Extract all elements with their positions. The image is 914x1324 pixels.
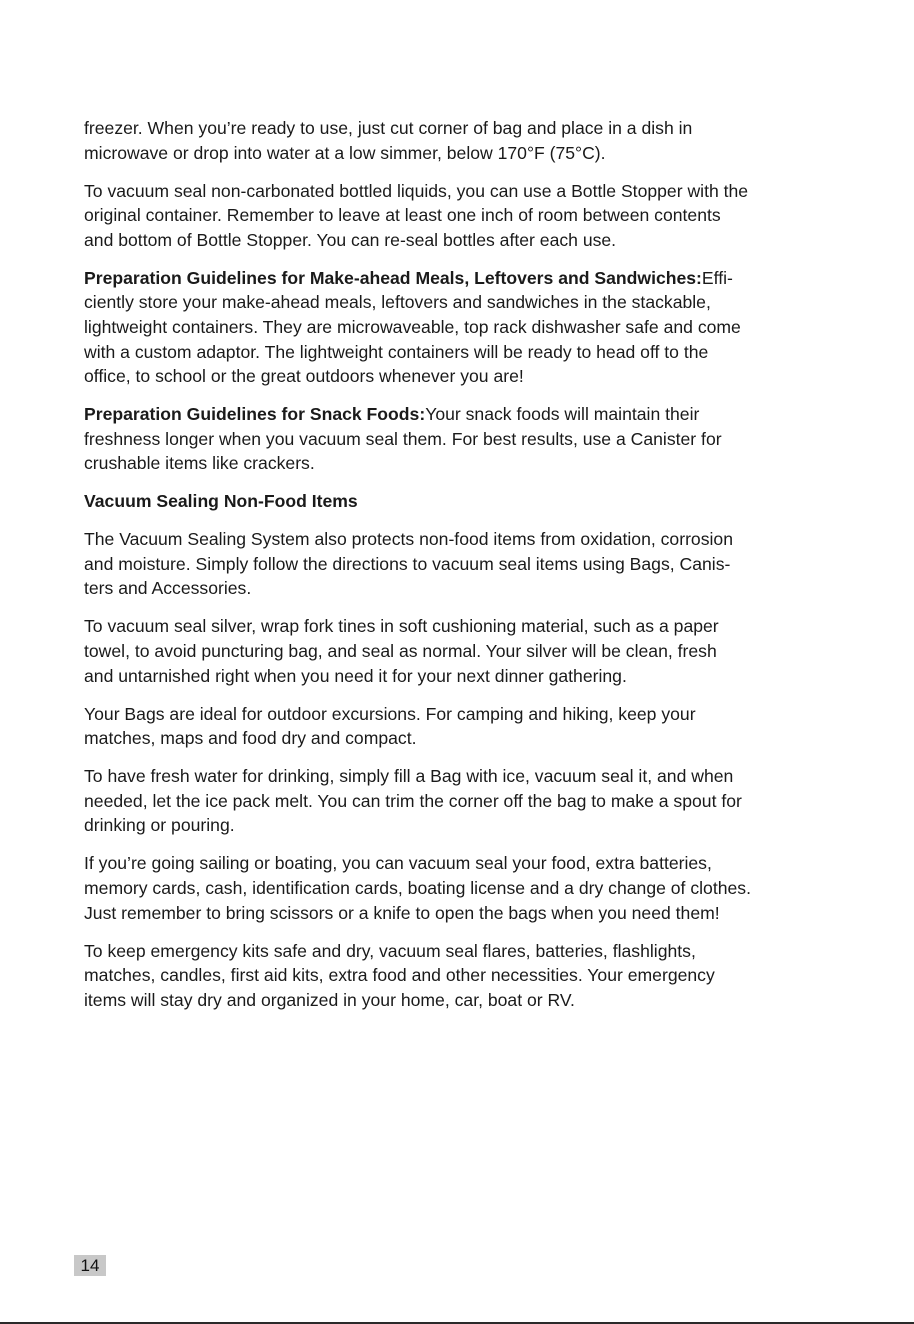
text-line: If you’re going sailing or boating, you can vacuum seal your food, extra batteries,: [84, 853, 712, 874]
paragraph-non-food-overview: [84, 527, 854, 601]
text-line: Your Bags are ideal for outdoor excursions. For camping and hiking, keep your: [84, 703, 696, 724]
text-line: To vacuum seal silver, wrap fork tines in soft cushioning material, such as a paper: [84, 616, 719, 637]
inline-heading-snack-foods: Preparation Guidelines for Snack Foods:: [84, 404, 426, 425]
paragraph-make-ahead-meals: [84, 266, 854, 389]
text-line: Just remember to bring scissors or a knife to open the bags when you need them!: [84, 902, 720, 923]
paragraph-freezer-instructions: [84, 116, 854, 165]
text-line: microwave or drop into water at a low simmer, below 170°F (75°C).: [84, 142, 606, 163]
inline-heading-make-ahead-meals: Preparation Guidelines for Make-ahead Meals, Leftovers and Sandwiches:: [84, 267, 702, 288]
text-line: matches, maps and food dry and compact.: [84, 728, 417, 749]
paragraph-emergency-kits: [84, 939, 854, 1013]
text-line: original container. Remember to leave at least one inch of room between contents: [84, 205, 721, 226]
text-line: lightweight containers. They are microwaveable, top rack dishwasher safe and come: [84, 316, 741, 337]
text-line: with a custom adaptor. The lightweight containers will be ready to head off to the: [84, 341, 709, 362]
text-line: [84, 266, 854, 291]
paragraph-outdoor-excursions: [84, 702, 854, 751]
text-line: memory cards, cash, identification cards, boating license and a dry change of clothes.: [84, 877, 751, 898]
text-line: drinking or pouring.: [84, 815, 235, 836]
text-line: freshness longer when you vacuum seal them. For best results, use a Canister for: [84, 428, 722, 449]
paragraph-silver: [84, 614, 854, 688]
text-line: towel, to avoid puncturing bag, and seal as normal. Your silver will be clean, fresh: [84, 641, 717, 662]
paragraph-bottle-stopper: [84, 179, 854, 253]
text-fragment: Your snack foods will maintain their: [425, 404, 700, 425]
text-line: To keep emergency kits safe and dry, vacuum seal flares, batteries, flashlights,: [84, 940, 696, 961]
text-line: and bottom of Bottle Stopper. You can re-seal bottles after each use.: [84, 229, 617, 250]
text-line: and untarnished right when you need it for your next dinner gathering.: [84, 665, 627, 686]
paragraph-fresh-water: [84, 764, 854, 838]
text-line: ters and Accessories.: [84, 578, 252, 599]
text-line: matches, candles, first aid kits, extra food and other necessities. Your emergency: [84, 965, 715, 986]
text-line: items will stay dry and organized in your home, car, boat or RV.: [84, 989, 575, 1010]
text-line: To vacuum seal non-carbonated bottled liquids, you can use a Bottle Stopper with the: [84, 180, 749, 201]
paragraph-snack-foods: [84, 402, 854, 476]
text-line: freezer. When you’re ready to use, just cut corner of bag and place in a dish in: [84, 118, 693, 138]
page-content: [84, 116, 854, 1026]
text-line: ciently store your make-ahead meals, leftovers and sandwiches in the stackable,: [84, 292, 711, 313]
text-line: and moisture. Simply follow the directions to vacuum seal items using Bags, Canis-: [84, 553, 731, 574]
paragraph-sailing-boating: [84, 851, 854, 925]
text-fragment: Effi-: [701, 267, 733, 288]
section-heading-non-food-items: Vacuum Sealing Non-Food Items: [84, 491, 358, 512]
text-line: needed, let the ice pack melt. You can trim the corner off the bag to make a spout for: [84, 790, 742, 811]
page-number: 14: [74, 1255, 106, 1276]
text-line: office, to school or the great outdoors whenever you are!: [84, 366, 524, 387]
text-line: The Vacuum Sealing System also protects non-food items from oxidation, corrosion: [84, 529, 733, 550]
text-line: [84, 402, 854, 427]
text-line: crushable items like crackers.: [84, 453, 315, 474]
text-line: To have fresh water for drinking, simply fill a Bag with ice, vacuum seal it, and when: [84, 766, 734, 787]
